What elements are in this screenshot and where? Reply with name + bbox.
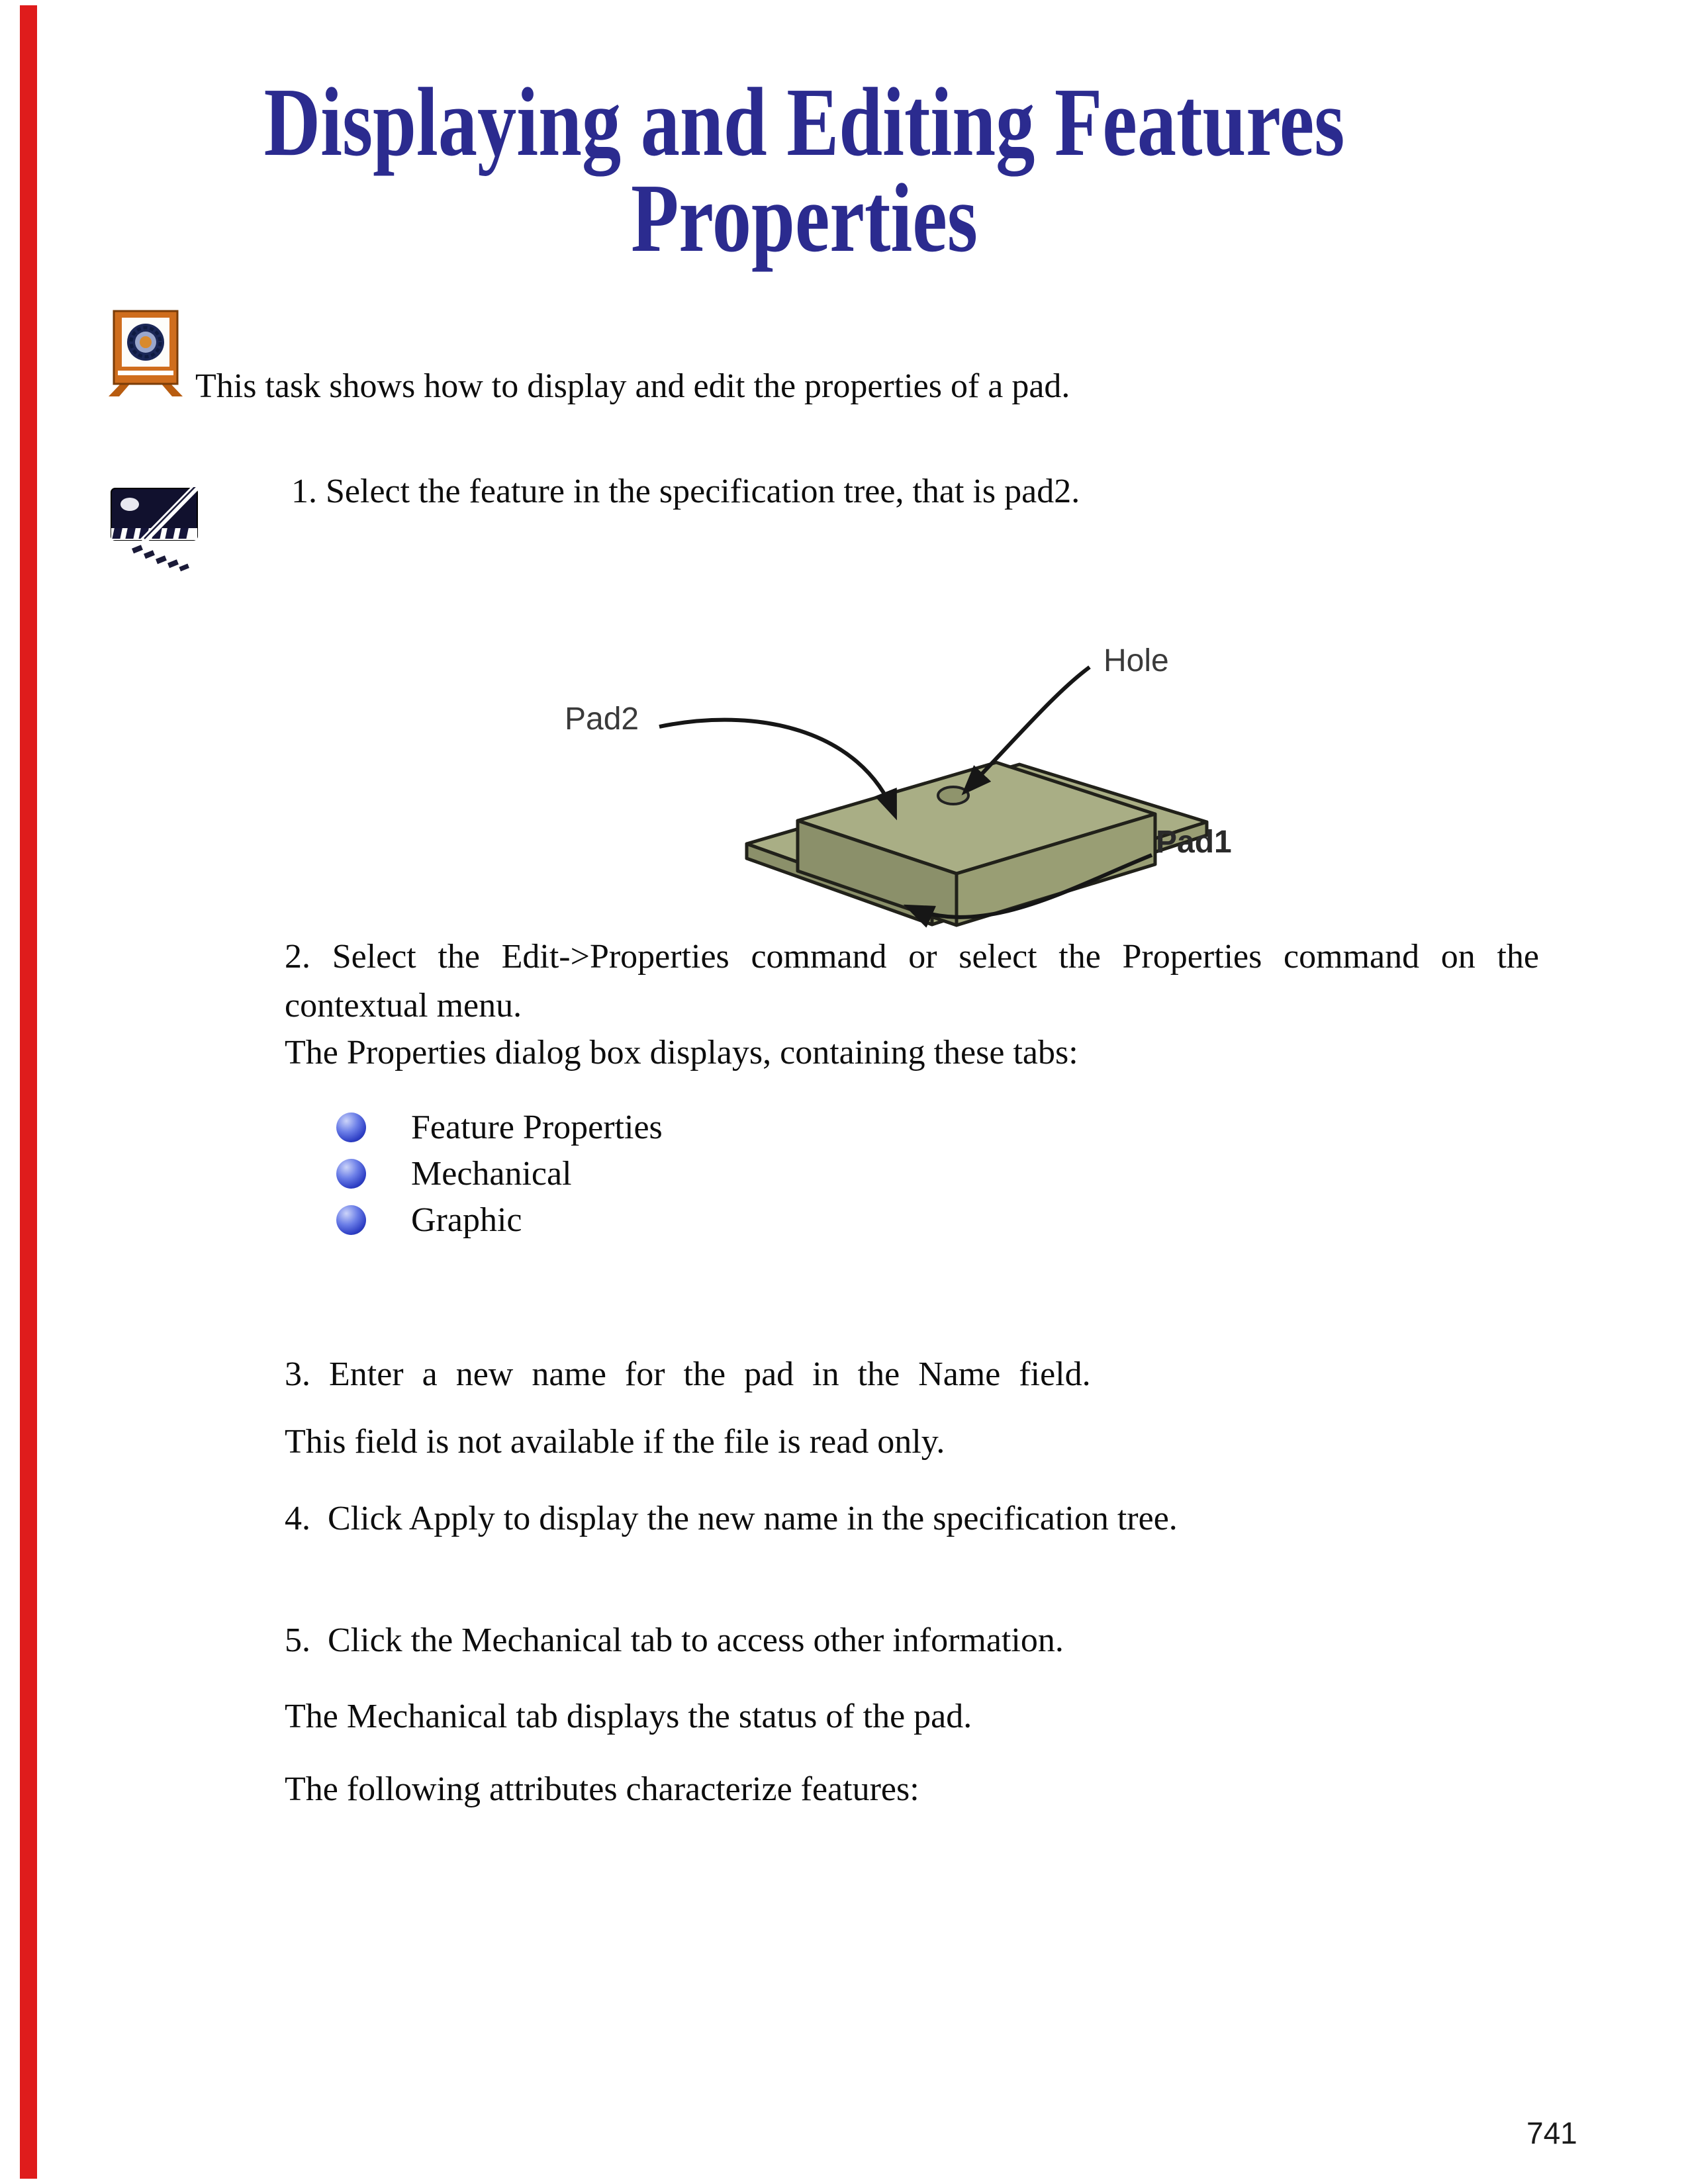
- attributes-note-text: The following attributes characterize features:: [285, 1770, 919, 1808]
- page-title: [161, 68, 1448, 273]
- tab-item-mechanical: [336, 1150, 663, 1197]
- pad1-label: Pad1: [1156, 825, 1231, 860]
- tab-label: Feature Properties: [411, 1108, 663, 1146]
- sphere-bullet-icon: [336, 1159, 366, 1189]
- step-5-note-text: The Mechanical tab displays the status of the pad.: [285, 1698, 972, 1735]
- tab-label: Graphic: [411, 1201, 522, 1239]
- left-accent-bar: [20, 5, 37, 2179]
- step-2-text: 2. Select the Edit->Properties command or select the Properties command on the contextual menu.: [285, 938, 1539, 1024]
- step-4-text: 4. Click Apply to display the new name in the specification tree.: [285, 1500, 1178, 1537]
- page-number: 741: [1526, 2116, 1577, 2150]
- tab-item-feature-properties: [336, 1104, 663, 1150]
- hole-shape: [938, 787, 968, 804]
- step-5-text: 5. Click the Mechanical tab to access other information.: [285, 1621, 1064, 1659]
- page-title-line-2: Properties: [631, 164, 978, 273]
- pad-figure: [556, 629, 1231, 960]
- dialog-note-text: The Properties dialog box displays, containing these tabs:: [285, 1034, 1078, 1071]
- scenario-icon: [105, 487, 204, 573]
- page-title-line-1: Displaying and Editing Features: [263, 68, 1345, 177]
- step-3-text: 3. Enter a new name for the pad in the Name field.: [285, 1355, 1091, 1393]
- task-target-icon: [99, 310, 192, 397]
- sphere-bullet-icon: [336, 1205, 366, 1235]
- tab-label: Mechanical: [411, 1154, 572, 1193]
- tab-item-graphic: [336, 1197, 663, 1243]
- intro-text: This task shows how to display and edit the properties of a pad.: [195, 367, 1070, 405]
- sphere-bullet-icon: [336, 1113, 366, 1142]
- step-3-note-text: This field is not available if the file is read only.: [285, 1423, 945, 1461]
- hole-label: Hole: [1103, 643, 1169, 678]
- step-1-text: 1. Select the feature in the specification tree, that is pad2.: [291, 473, 1080, 510]
- pad2-label: Pad2: [565, 702, 639, 737]
- tabs-list: [336, 1104, 663, 1243]
